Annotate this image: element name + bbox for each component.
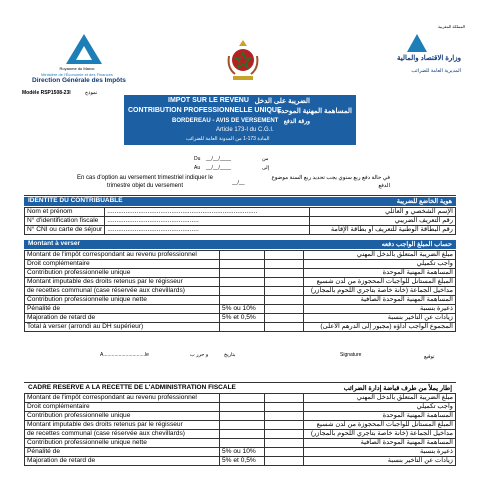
signature-place-date[interactable]: A..............................le bbox=[100, 352, 149, 358]
table-row: Droit complémentaire واجب تكميلي bbox=[25, 260, 456, 269]
period-au-ar: إلى bbox=[262, 165, 270, 171]
montant-input[interactable] bbox=[265, 287, 304, 296]
table-row: de recettes communal (case réservée aux chevillards) مداخيل الجماعة (خانة خاصة بتاجري اللحوم بالمجازر) bbox=[25, 430, 456, 439]
montant-input[interactable] bbox=[265, 260, 304, 269]
cadre-table bbox=[24, 393, 456, 466]
montant-input[interactable] bbox=[265, 251, 304, 260]
cadre-input[interactable] bbox=[265, 448, 304, 457]
cadre-header-fr: CADRE RESERVE A LA RECETTE DE L'ADMINISTRATION FISCALE bbox=[28, 384, 236, 391]
title-bordereau-fr: BORDEREAU - AVIS DE VERSEMENT bbox=[172, 118, 279, 124]
montant-input[interactable] bbox=[265, 269, 304, 278]
title-bordereau-ar: ورقة الدفع bbox=[283, 119, 310, 125]
montant-header-ar: حساب المبلغ الواجب دفعه bbox=[381, 241, 452, 248]
title-cpu-ar: المساهمة المهنية الموحدة bbox=[277, 108, 352, 115]
montant-input[interactable] bbox=[265, 305, 304, 314]
title-cpu-fr: CONTRIBUTION PROFESSIONNELLE UNIQUE bbox=[128, 107, 282, 114]
dgi-ar: المديرية العامة للضرائب bbox=[411, 68, 461, 74]
title-ir-ar: الضريبة على الدخل bbox=[254, 98, 310, 105]
table-row: Pénalité de 5% ou 10% ذعيرة بنسبة bbox=[25, 448, 456, 457]
table-row: Total à verser (arrondi au DH supérieur) المجموع الواجب أداؤه (مجبور إلى الدرهم الأعلى) bbox=[25, 323, 456, 332]
title-article-fr: Article 173-I du C.G.I. bbox=[216, 127, 274, 133]
trimestre-field[interactable]: __/__ bbox=[232, 180, 245, 186]
montant-input[interactable] bbox=[265, 314, 304, 323]
title-banner bbox=[124, 95, 356, 145]
table-row: Contribution professionnelle unique nette المساهمة المهنية الموحدة الصافية bbox=[25, 296, 456, 305]
modele-ar: نموذج bbox=[85, 90, 98, 96]
royal-emblem-icon bbox=[225, 38, 261, 84]
title-ir-fr: IMPOT SUR LE REVENU bbox=[168, 97, 249, 104]
royaume-ar: المملكة المغربية bbox=[438, 24, 465, 29]
table-row: Montant de l'impôt correspondant au revenu professionnel مبلغ الضريبة المتعلق بالدخل المهني bbox=[25, 251, 456, 260]
montant-input[interactable] bbox=[265, 278, 304, 287]
table-row: N° d'identification fiscale .................................................. رقم التعريف الضريبي bbox=[25, 217, 456, 226]
table-row: de recettes communal (case réservée aux chevillards) مداخيل الجماعة (خانة خاصة بتاجري اللحوم بالمجازر) bbox=[25, 287, 456, 296]
table-row: Majoration de retard de 5% et 0,5% زيادات عن التأخير بنسبة bbox=[25, 457, 456, 466]
identite-header bbox=[24, 197, 456, 206]
modele-code: Modèle RSP1508-23I bbox=[22, 90, 71, 96]
cadre-input[interactable] bbox=[265, 457, 304, 466]
dgi-logo-right bbox=[385, 24, 465, 84]
cadre-input[interactable] bbox=[265, 439, 304, 448]
table-row: Montant imputable des droits retenus par le régisseur المبلغ المستأنل للواجبات المحجوزة من لدن شسيع bbox=[25, 421, 456, 430]
royaume-fr: Royaume du Maroc bbox=[59, 66, 95, 71]
cadre-input[interactable] bbox=[265, 421, 304, 430]
table-row: Contribution professionnelle unique المساهمة المهنية الموحدة bbox=[25, 269, 456, 278]
table-row: Pénalité de 5% ou 10% ذعيرة بنسبة bbox=[25, 305, 456, 314]
signature-label-fr: Signature bbox=[340, 352, 362, 358]
ministere-ar: وزارة الاقتصاد والمالية bbox=[397, 55, 461, 62]
cadre-input[interactable] bbox=[265, 403, 304, 412]
table-row: Majoration de retard de 5% et 0,5% زيادات عن التأخير بنسبة bbox=[25, 314, 456, 323]
montant-header-fr: Montant à verser bbox=[28, 240, 81, 247]
period-du-label: Du bbox=[194, 156, 201, 162]
period-au-label: Au bbox=[194, 165, 201, 171]
identite-table bbox=[24, 207, 456, 235]
signature-label-ar: توقيع bbox=[424, 354, 435, 360]
signature-place-ar: و حرر ب bbox=[190, 352, 209, 358]
period-du-ar: من bbox=[262, 156, 269, 162]
ministere-fr: Ministère de l'Économie et des Finances bbox=[41, 72, 113, 77]
period-du-value[interactable]: __/__/____ bbox=[206, 156, 232, 162]
cadre-input[interactable] bbox=[265, 430, 304, 439]
cadre-header-ar: إطار يملأ من طرف قباضة إدارة الضرائب bbox=[343, 385, 452, 392]
signature-date-ar: بتاريخ bbox=[224, 352, 236, 358]
cadre-input[interactable] bbox=[265, 412, 304, 421]
total-input[interactable] bbox=[265, 323, 304, 332]
table-row: N° CNI ou carte de séjour .................................................. رقم البطاقة الوطنية للتعريف أو بطاقة الإقامة bbox=[25, 226, 456, 235]
montant-header bbox=[24, 240, 456, 249]
option-text-fr: En cas d'option au versement trimestriel indiquer le trimestre objet du versement bbox=[77, 175, 213, 189]
cadre-input[interactable] bbox=[265, 394, 304, 403]
montant-table bbox=[24, 250, 456, 332]
table-row: Montant imputable des droits retenus par le régisseur المبلغ المستأنل للواجبات المحجوزة من لدن شسيع bbox=[25, 278, 456, 287]
table-row: Contribution professionnelle unique المساهمة المهنية الموحدة bbox=[25, 412, 456, 421]
nom-prenom-field[interactable]: .................................................................................. bbox=[105, 208, 310, 217]
table-row: Montant de l'impôt correspondant au revenu professionnel مبلغ الضريبة المتعلق بالدخل المهني bbox=[25, 394, 456, 403]
cni-field[interactable]: .................................................. bbox=[105, 226, 310, 235]
option-text-ar: في حالة دفع ربع سنوي يجب تحديد ربع السنة موضوع الدفع bbox=[271, 175, 390, 189]
table-row: Contribution professionnelle unique nette المساهمة المهنية الموحدة الصافية bbox=[25, 439, 456, 448]
dgi-logo-right-icon bbox=[407, 34, 427, 52]
identite-header-ar: هوية الخاضع للضريبة bbox=[396, 198, 452, 205]
table-row: Droit complémentaire واجب تكميلي bbox=[25, 403, 456, 412]
title-article-ar: المادة 173-1 من المدونة العامة للضرائب bbox=[186, 136, 270, 142]
identite-header-fr: IDENTITE DU CONTRIBUABLE bbox=[28, 197, 123, 204]
dgi-fr-title: Direction Générale des Impôts bbox=[32, 77, 126, 84]
table-row: Nom et prénom .................................................................................. الإسم الشخصي و العائلي bbox=[25, 208, 456, 217]
montant-input[interactable] bbox=[265, 296, 304, 305]
if-field[interactable]: .................................................. bbox=[105, 217, 310, 226]
period-au-value[interactable]: __/__/____ bbox=[206, 165, 232, 171]
